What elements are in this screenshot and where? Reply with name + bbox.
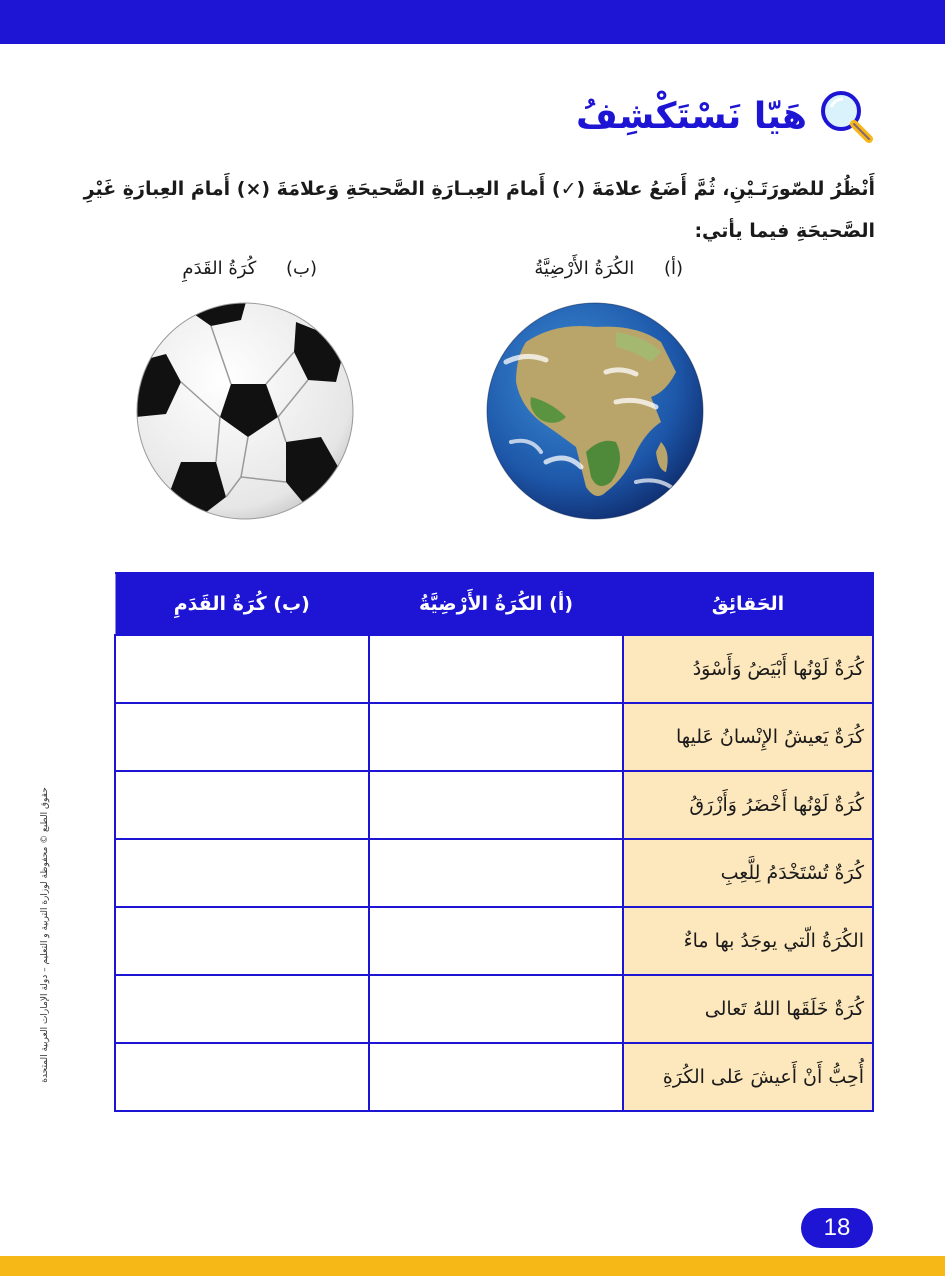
fact-cell: الكُرَةُ الّتي يوجَدُ بها ماءٌ	[623, 907, 873, 975]
caption-b-label: كُرَةُ القَدَمِ	[182, 258, 257, 279]
top-color-band	[0, 0, 945, 44]
table-row	[115, 975, 873, 1043]
copyright-side-text	[37, 780, 53, 1090]
answer-cell-earth[interactable]	[369, 703, 623, 771]
header-facts: الحَقائِقُ	[623, 573, 873, 635]
caption-b	[182, 258, 317, 279]
answer-cell-ball[interactable]	[115, 907, 369, 975]
earth-globe-icon	[486, 302, 704, 520]
caption-a	[534, 258, 683, 279]
fact-cell: كُرَةٌ لَوْنُها أَبْيَضُ وَأَسْوَدُ	[623, 635, 873, 703]
caption-b-letter: (ب)	[286, 258, 317, 279]
table-row	[115, 907, 873, 975]
table-row	[115, 635, 873, 703]
table-row	[115, 703, 873, 771]
instructions-text: أَنْظُرُ للصّورَتَـيْنِ، ثُمَّ أَضَعُ علامَةَ (✓) أَمامَ العِبـارَةِ الصَّحيحَةِ وَعلامَةَ (×) أَمامَ العِبارَةِ غَيْرِ الصَّحيحَةِ فيما يأتي:	[83, 178, 875, 242]
table-row	[115, 771, 873, 839]
table-header-row	[115, 573, 873, 635]
magnifier-icon	[817, 87, 875, 145]
bottom-color-band	[0, 1256, 945, 1276]
table-row	[115, 839, 873, 907]
caption-a-label: الكُرَةُ الأَرْضِيَّةُ	[534, 258, 635, 279]
answer-cell-ball[interactable]	[115, 635, 369, 703]
fact-cell: كُرَةٌ خَلَقَها اللهُ تَعالى	[623, 975, 873, 1043]
answer-cell-ball[interactable]	[115, 1043, 369, 1111]
table-row	[115, 1043, 873, 1111]
facts-table	[114, 572, 874, 1112]
answer-cell-earth[interactable]	[369, 771, 623, 839]
answer-cell-earth[interactable]	[369, 635, 623, 703]
answer-cell-earth[interactable]	[369, 975, 623, 1043]
soccer-ball-icon	[136, 302, 354, 520]
answer-cell-ball[interactable]	[115, 703, 369, 771]
answer-cell-ball[interactable]	[115, 771, 369, 839]
answer-cell-earth[interactable]	[369, 907, 623, 975]
caption-a-letter: (أ)	[663, 258, 683, 279]
answer-cell-ball[interactable]	[115, 975, 369, 1043]
copyright-text: حقوق الطبع © محفوظة لوزارة التربية و التعليم – دولة الإمارات العربية المتحدة	[40, 787, 50, 1083]
answer-cell-earth[interactable]	[369, 1043, 623, 1111]
fact-cell: كُرَةٌ لَوْنُها أَخْضَرُ وَأَزْرَقُ	[623, 771, 873, 839]
header-ball: (ب) كُرَةُ القَدَمِ	[115, 573, 369, 635]
answer-cell-ball[interactable]	[115, 839, 369, 907]
answer-cell-earth[interactable]	[369, 839, 623, 907]
fact-cell: كُرَةٌ تُسْتَخْدَمُ لِلَّعِبِ	[623, 839, 873, 907]
fact-cell: كُرَةٌ يَعيشُ الإِنْسانُ عَليها	[623, 703, 873, 771]
header-earth: (أ) الكُرَةُ الأَرْضِيَّةُ	[369, 573, 623, 635]
page-number: 18	[801, 1208, 873, 1248]
section-title: هَيّا نَسْتَكْشِفُ	[576, 95, 807, 137]
fact-cell: أُحِبُّ أَنْ أَعيشَ عَلى الكُرَةِ	[623, 1043, 873, 1111]
section-heading	[576, 86, 875, 146]
